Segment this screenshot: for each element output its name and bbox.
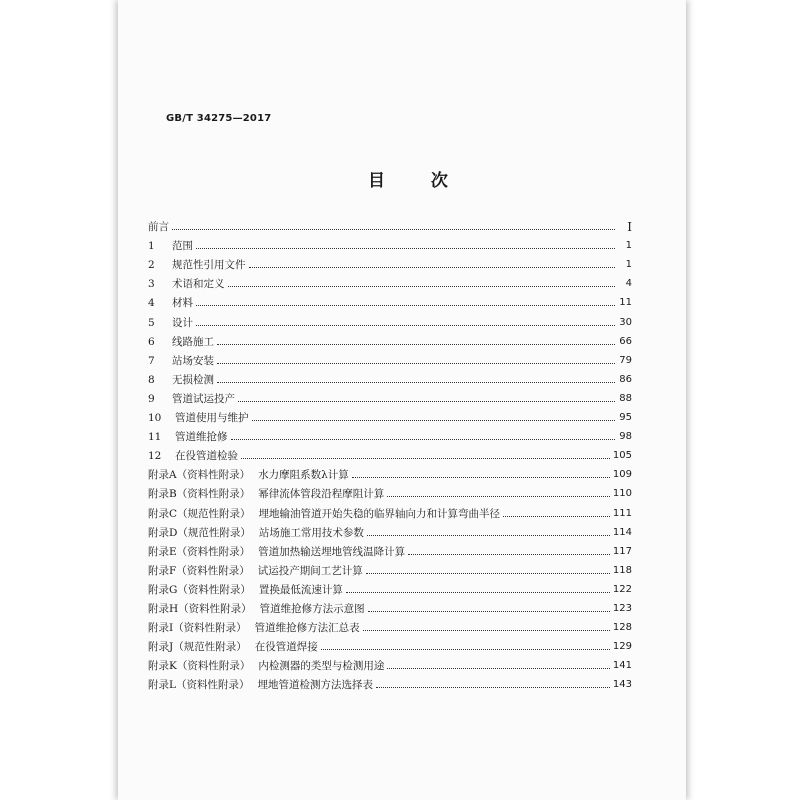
toc-entry-number: 9 (148, 392, 155, 405)
toc-entry-label: 在役管道检验 (175, 450, 238, 463)
toc-entry[interactable] (148, 424, 632, 443)
toc-appendix-entry[interactable] (148, 634, 632, 653)
appendix-title: 管道维抢修方法汇总表 (254, 622, 360, 635)
dot-leader (196, 325, 615, 326)
dot-leader (217, 344, 615, 345)
appendix-page: 117 (612, 545, 632, 557)
appendix-page: 109 (612, 469, 632, 481)
toc-entry-label: 范围 (172, 240, 193, 253)
appendix-title: 埋地输油管道开始失稳的临界轴向力和计算弯曲半径 (258, 507, 501, 520)
dot-leader (217, 382, 615, 383)
toc-entry[interactable] (148, 348, 632, 367)
appendix-label: 附录A（资料性附录） (148, 469, 251, 482)
toc-entry-label: 管道使用与维护 (175, 412, 249, 425)
toc-entry-page: 86 (619, 373, 632, 385)
dot-leader (196, 305, 615, 306)
toc-entry[interactable] (148, 290, 632, 309)
toc-entry-label: 术语和定义 (172, 278, 225, 291)
toc-appendix-entry[interactable] (148, 615, 632, 634)
toc-entry-page: 11 (619, 297, 632, 309)
toc-entry-page: 88 (619, 392, 632, 404)
table-of-contents (148, 214, 632, 691)
appendix-label: 附录K（资料性附录） (148, 660, 251, 673)
appendix-label: 附录J（规范性附录） (148, 641, 247, 654)
toc-entry[interactable] (148, 233, 632, 252)
appendix-title: 站场施工常用技术参数 (258, 526, 364, 539)
toc-entry-page: 30 (619, 316, 632, 328)
dot-leader (346, 592, 610, 593)
dot-leader (228, 286, 616, 287)
toc-entry-number: 1 (148, 240, 155, 253)
toc-entry-page: 66 (619, 335, 632, 347)
dot-leader (249, 267, 616, 268)
dot-leader (196, 248, 615, 249)
toc-entry-page: 1 (625, 259, 632, 271)
toc-entry-page: 95 (619, 412, 632, 424)
appendix-title: 在役管道焊接 (254, 641, 318, 654)
toc-entry-label: 规范性引用文件 (172, 259, 246, 272)
appendix-label: 附录B（资料性附录） (148, 488, 251, 501)
toc-entry-label: 站场安装 (172, 354, 214, 367)
toc-entry-page: 79 (619, 354, 632, 366)
appendix-title: 内检测器的类型与检测用途 (258, 660, 385, 673)
toc-entry-label: 设计 (172, 316, 193, 329)
appendix-page: 111 (612, 507, 632, 519)
toc-appendix-entry[interactable] (148, 558, 632, 577)
appendix-title: 水力摩阻系数λ计算 (258, 469, 349, 482)
toc-entry-page: 4 (625, 278, 632, 290)
dot-leader (241, 458, 610, 459)
appendix-page: 122 (612, 583, 632, 595)
toc-entry-label: 管道试运投产 (172, 392, 235, 405)
appendix-title: 管道维抢修方法示意图 (259, 602, 365, 615)
dot-leader (172, 229, 615, 230)
appendix-label: 附录F（资料性附录） (148, 564, 250, 577)
dot-leader (503, 516, 610, 517)
toc-entry[interactable] (148, 367, 632, 386)
toc-appendix-entry[interactable] (148, 653, 632, 672)
toc-entry[interactable] (148, 271, 632, 290)
dot-leader (363, 630, 610, 631)
appendix-title: 试运投产期间工艺计算 (257, 564, 363, 577)
toc-entry-label: 材料 (172, 297, 193, 310)
toc-entry-number: 12 (148, 450, 162, 463)
appendix-page: 129 (612, 641, 632, 653)
toc-entry-page: 1 (625, 240, 632, 252)
toc-entry-page: 105 (612, 450, 632, 462)
appendix-label: 附录E（资料性附录） (148, 545, 251, 558)
toc-entry[interactable] (148, 443, 632, 462)
appendix-page: 114 (612, 526, 632, 538)
toc-entry-page: 98 (619, 431, 632, 443)
dot-leader (408, 554, 610, 555)
toc-appendix-entry[interactable] (148, 481, 632, 500)
appendix-page: 110 (612, 488, 632, 500)
appendix-label: 附录D（规范性附录） (148, 526, 251, 539)
dot-leader (366, 573, 610, 574)
toc-appendix-entry[interactable] (148, 500, 632, 519)
toc-title: 目 次 (368, 171, 468, 191)
toc-entry-label: 无损检测 (172, 373, 214, 386)
appendix-label: 附录G（资料性附录） (148, 583, 251, 596)
appendix-title: 埋地管道检测方法选择表 (257, 679, 373, 692)
toc-appendix-entry[interactable] (148, 539, 632, 558)
toc-entry-number: 4 (148, 297, 155, 310)
appendix-page: 143 (612, 679, 632, 691)
appendix-page: 123 (612, 602, 632, 614)
dot-leader (352, 477, 610, 478)
toc-entry-label: 前言 (148, 221, 169, 234)
toc-entry[interactable] (148, 252, 632, 271)
toc-entry-number: 10 (148, 412, 162, 425)
dot-leader (231, 439, 616, 440)
toc-entry[interactable] (148, 386, 632, 405)
appendix-page: 128 (612, 622, 632, 634)
toc-appendix-entry[interactable] (148, 672, 632, 691)
appendix-title: 幂律流体管段沿程摩阻计算 (258, 488, 385, 501)
dot-leader (321, 649, 610, 650)
dot-leader (217, 363, 615, 364)
dot-leader (367, 535, 610, 536)
appendix-label: 附录L（资料性附录） (148, 679, 250, 692)
toc-entry-number: 2 (148, 259, 155, 272)
toc-entry-number: 3 (148, 278, 155, 291)
appendix-title: 管道加热输送埋地管线温降计算 (258, 545, 406, 558)
toc-appendix-entry[interactable] (148, 462, 632, 481)
toc-appendix-entry[interactable] (148, 596, 632, 615)
toc-entry[interactable] (148, 405, 632, 424)
toc-appendix-entry[interactable] (148, 577, 632, 596)
appendix-page: 141 (612, 660, 632, 672)
appendix-label: 附录I（资料性附录） (148, 622, 247, 635)
appendix-title: 置换最低流速计算 (258, 583, 343, 596)
toc-entry-number: 6 (148, 335, 155, 348)
dot-leader (368, 611, 610, 612)
toc-entry-number: 11 (148, 431, 162, 444)
dot-leader (376, 687, 610, 688)
toc-entry-number: 8 (148, 373, 155, 386)
toc-entry[interactable] (148, 309, 632, 328)
toc-entry[interactable] (148, 214, 632, 233)
toc-entry-page: Ⅰ (627, 220, 632, 235)
toc-appendix-entry[interactable] (148, 520, 632, 539)
toc-entry-number: 7 (148, 354, 155, 367)
standard-code: GB/T 34275—2017 (166, 113, 272, 124)
appendix-label: 附录C（规范性附录） (148, 507, 251, 520)
dot-leader (238, 401, 615, 402)
toc-entry-number: 5 (148, 316, 155, 329)
dot-leader (252, 420, 616, 421)
appendix-label: 附录H（资料性附录） (148, 602, 252, 615)
dot-leader (387, 668, 610, 669)
dot-leader (387, 496, 610, 497)
appendix-page: 118 (612, 564, 632, 576)
toc-entry[interactable] (148, 329, 632, 348)
toc-entry-label: 管道维抢修 (175, 431, 228, 444)
toc-entry-label: 线路施工 (172, 335, 214, 348)
